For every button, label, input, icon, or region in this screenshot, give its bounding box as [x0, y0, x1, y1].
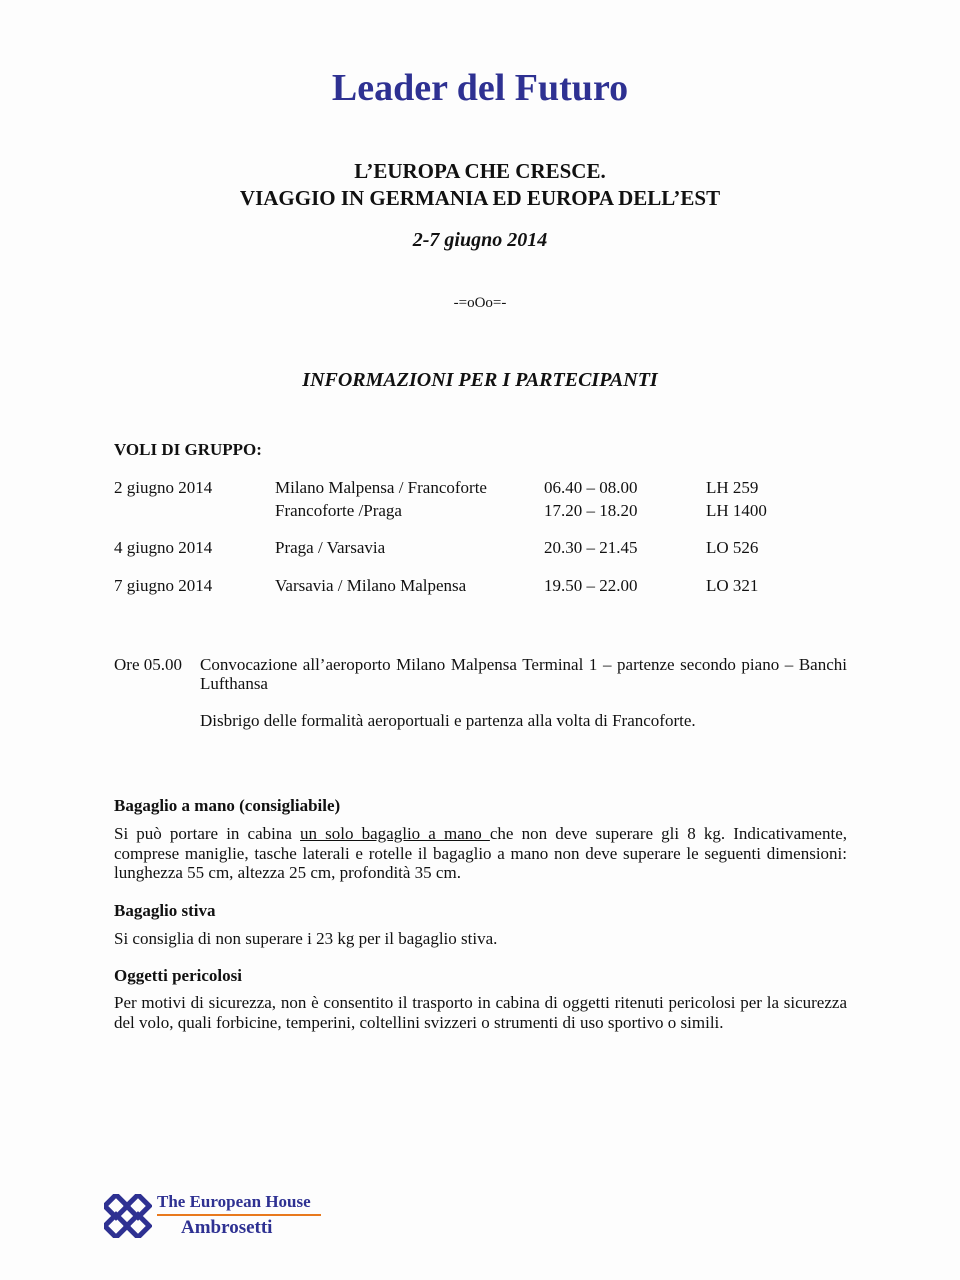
info-heading: INFORMAZIONI PER I PARTECIPANTI	[302, 369, 658, 391]
flight-number: LH 1400	[706, 501, 767, 520]
flights-label: VOLI DI GRUPPO:	[114, 440, 262, 459]
document-title: Leader del Futuro	[331, 67, 629, 109]
flight-time: 06.40 – 08.00	[544, 478, 638, 497]
flight-number: LO 526	[706, 538, 759, 557]
logo-divider	[157, 1214, 321, 1216]
flight-time: 17.20 – 18.20	[544, 501, 638, 520]
event-date: 2-7 giugno 2014	[412, 229, 548, 251]
flight-route: Milano Malpensa / Francoforte	[275, 478, 487, 497]
logo-text-line-2: Ambrosetti	[181, 1217, 273, 1238]
hold-baggage-title: Bagaglio stiva	[114, 901, 216, 920]
flight-date: 7 giugno 2014	[114, 576, 213, 595]
flight-date: 2 giugno 2014	[114, 478, 213, 497]
ambrosetti-logo-icon	[104, 1194, 152, 1243]
hand-baggage-text	[114, 824, 847, 883]
flight-route: Praga / Varsavia	[275, 538, 386, 557]
flight-route: Varsavia / Milano Malpensa	[275, 576, 467, 595]
dangerous-items-text: Per motivi di sicurezza, non è consentito il trasporto in cabina di oggetti ritenuti pericolosi per la sicurezza del volo, quali forbicine, temperini, coltellini svizzeri o strumenti di uso sportivo o simili.	[114, 993, 847, 1032]
flight-number: LO 321	[706, 576, 759, 595]
footer-logo	[104, 1192, 324, 1242]
meeting-time: Ore 05.00	[114, 655, 182, 674]
meeting-text: Convocazione all’aeroporto Milano Malpensa Terminal 1 – partenze secondo piano – Banchi Lufthansa	[200, 655, 847, 693]
flight-number: LH 259	[706, 478, 759, 497]
hand-baggage-text-end: che non deve superare gli 8 kg. Indicativamente, comprese maniglie, tasche laterali e rotelle il bagaglio a mano non deve superare le seguenti dimensioni: lunghezza 55 cm, altezza 25 cm, profondità 35 cm.	[114, 824, 847, 882]
logo-text-line-1: The European House	[157, 1192, 311, 1211]
hold-baggage-text: Si consiglia di non superare i 23 kg per il bagaglio stiva.	[114, 929, 498, 948]
hand-baggage-title: Bagaglio a mano (consigliabile)	[114, 796, 341, 815]
hand-baggage-text-start: Si può portare in cabina	[114, 824, 301, 843]
dangerous-items-title: Oggetti pericolosi	[114, 966, 242, 985]
flight-date: 4 giugno 2014	[114, 538, 213, 557]
separator: -=oOo=-	[453, 295, 507, 311]
flight-time: 19.50 – 22.00	[544, 576, 638, 595]
meeting-followup: Disbrigo delle formalità aeroportuali e partenza alla volta di Francoforte.	[200, 711, 696, 730]
flight-time: 20.30 – 21.45	[544, 538, 638, 557]
subtitle-line-1: L’EUROPA CHE CRESCE.	[354, 159, 606, 183]
flight-route: Francoforte /Praga	[275, 501, 402, 520]
subtitle-line-2: VIAGGIO IN GERMANIA ED EUROPA DELL’EST	[239, 186, 721, 210]
hand-baggage-underlined: un solo bagaglio a mano	[300, 824, 490, 843]
